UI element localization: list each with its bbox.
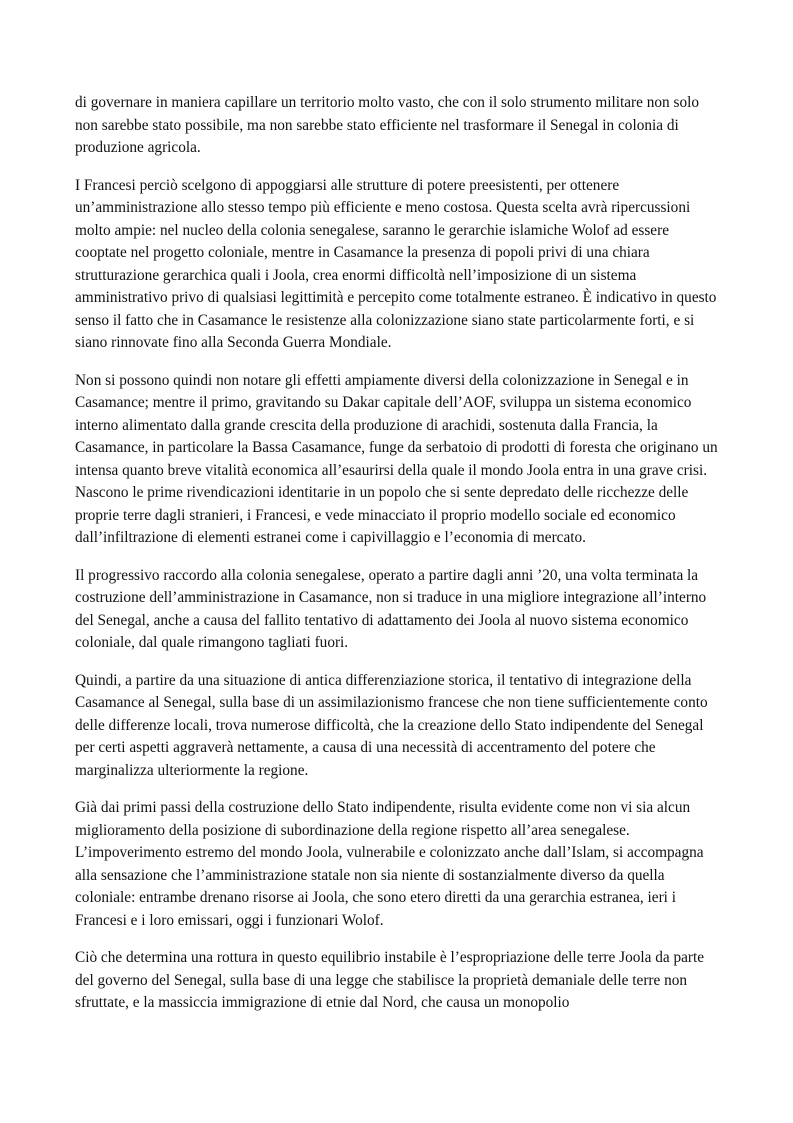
paragraph: I Francesi perciò scelgono di appoggiarsi alle strutture di potere preesistenti, per ottenere un’amministrazione allo stesso tempo più efficiente e meno costosa. Questa scelta avrà ripercussioni molto ampie: nel nucleo della colonia senegalese, saranno le gerarchie islamiche Wolof ad essere cooptate nel progetto coloniale, mentre in Casamance la presenza di popoli privi di una chiara strutturazione gerarchica quali i Joola, crea enormi difficoltà nell’imposizione di un sistema amministrativo privo di qualsiasi legittimità e percepito come totalmente estraneo. È indicativo in questo senso il fatto che in Casamance le resistenze alla colonizzazione siano state particolarmente forti, e si siano rinnovate fino alla Seconda Guerra Mondiale. [75,176,717,351]
document-page [75,92,719,1030]
paragraph: di governare in maniera capillare un territorio molto vasto, che con il solo strumento militare non solo non sarebbe stato possibile, ma non sarebbe stato efficiente nel trasformare il Senegal in colonia di produzione agricola. [75,94,700,156]
paragraph: Quindi, a partire da una situazione di antica differenziazione storica, il tentativo di integrazione della Casamance al Senegal, sulla base di un assimilazionismo francese che non tiene sufficientemente conto delle differenze locali, trova numerose difficoltà, che la creazione dello Stato indipendente del Senegal per certi aspetti aggraverà nettamente, a causa di una necessità di accentramento del potere che marginalizza ulteriormente la regione. [75,671,708,779]
paragraph: Già dai primi passi della costruzione dello Stato indipendente, risulta evidente come non vi sia alcun miglioramento della posizione di subordinazione della regione rispetto all’area senegalese. L’impoverimento estremo del mondo Joola, vulnerabile e colonizzato anche dall’Islam, si accompagna alla sensazione che l’amministrazione statale non sia niente di sostanzialmente diverso da quella coloniale: entrambe drenano risorse ai Joola, che sono etero diretti da una gerarchia estranea, ieri i Francesi e i loro emissari, oggi i funzionari Wolof. [75,799,704,929]
paragraph: Non si possono quindi non notare gli effetti ampiamente diversi della colonizzazione in Senegal e in Casamance; mentre il primo, gravitando su Dakar capitale dell’AOF, sviluppa un sistema economico interno alimentato dalla grande crescita della produzione di arachidi, sostenuta dalla Francia, la Casamance, in particolare la Bassa Casamance, funge da serbatoio di prodotti di foresta che originano un intensa quanto breve vitalità economica all’esaurirsi della quale il mondo Joola entra in una grave crisi. Nascono le prime rivendicazioni identitarie in un popolo che si sente depredato delle ricchezze delle proprie terre dagli stranieri, i Francesi, e vede minacciato il proprio modello sociale ed economico dall’infiltrazione di elementi estranei come i capivillaggio e l’economia di mercato. [75,371,718,546]
paragraph: Ciò che determina una rottura in questo equilibrio instabile è l’espropriazione delle terre Joola da parte del governo del Senegal, sulla base di una legge che stabilisce la proprietà demaniale delle terre non sfruttate, e la massiccia immigrazione di etnie dal Nord, che causa un monopolio [75,949,705,1011]
paragraph: Il progressivo raccordo alla colonia senegalese, operato a partire dagli anni ’20, una volta terminata la costruzione dell’amministrazione in Casamance, non si traduce in una migliore integrazione all’interno del Senegal, anche a causa del fallito tentativo di adattamento dei Joola al nuovo sistema economico coloniale, dal quale rimangono tagliati fuori. [75,566,707,651]
